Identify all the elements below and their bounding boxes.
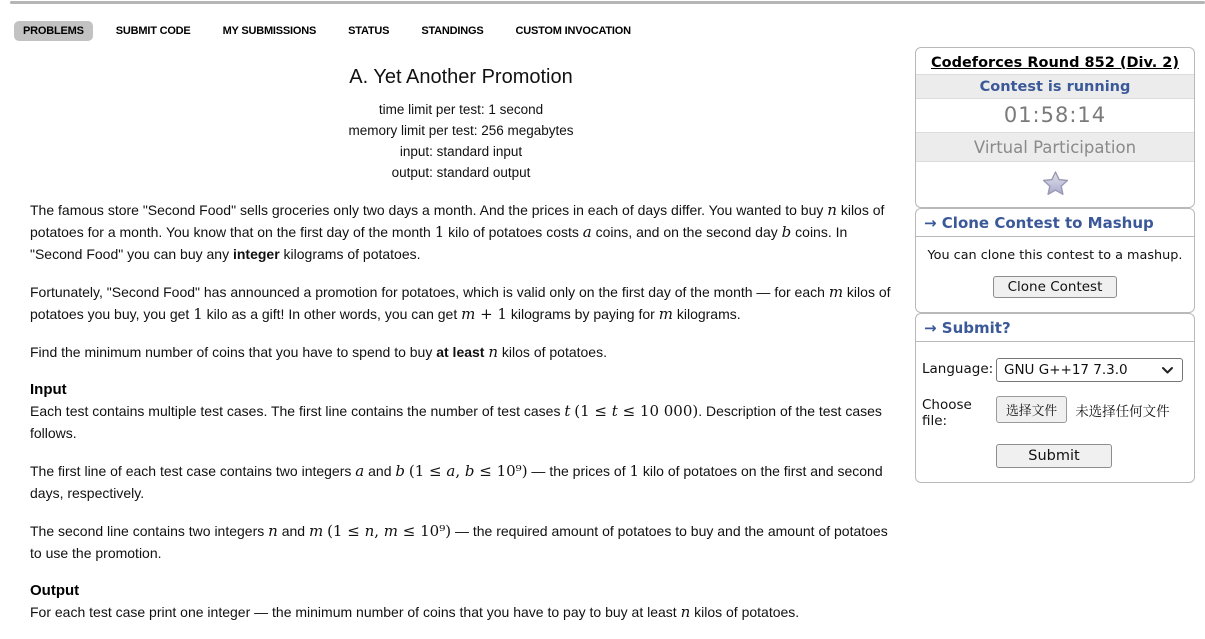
tab-problems[interactable]: PROBLEMS — [14, 21, 93, 41]
statement-paragraph: The famous store "Second Food" sells groceries only two days a month. And the prices in each of days differ. You wanted to buy n kilos of potatoes for a month. You know that on the first day of the month 1 kilo of potatoes costs a coins, and on the second day b coins. In "Second Food" you can buy any integer kilograms of potatoes. — [30, 201, 885, 262]
tab-submit-code[interactable]: SUBMIT CODE — [115, 25, 191, 37]
problem-statement — [30, 58, 892, 639]
submit-box — [915, 313, 1195, 483]
language-select[interactable] — [996, 358, 1183, 382]
chevron-down-icon — [1161, 366, 1174, 375]
problem-title: A. Yet Another Promotion — [349, 66, 573, 88]
file-chosen-status: 未选择任何文件 — [1075, 403, 1170, 420]
sidebar — [915, 47, 1195, 483]
clone-box-body — [916, 237, 1194, 312]
statement-paragraph: Find the minimum number of coins that you have to spend to buy at least n kilos of potatoes. — [30, 343, 607, 361]
output-section-title: Output — [30, 582, 80, 599]
statement-paragraph: Fortunately, "Second Food" has announced a promotion for potatoes, which is valid only on the first day of the month — for each m kilos of potatoes you buy, you get 1 kilo as a gift! In other words, you can get m + 1 kilograms by paying for m kilograms. — [30, 283, 891, 323]
tab-standings[interactable]: STANDINGS — [421, 25, 484, 37]
input-paragraph: Each test contains multiple test cases. The first line contains the number of test cases t (1 ≤ t ≤ 10 000). Description of the test cases follows. — [30, 402, 882, 441]
submit-row — [922, 444, 1186, 468]
submit-form — [916, 342, 1194, 482]
input-section-title: Input — [30, 381, 67, 398]
contest-timer: 01:58:14 — [916, 99, 1194, 133]
tab-custom-invocation[interactable]: CUSTOM INVOCATION — [515, 25, 631, 37]
clone-box-header: → Clone Contest to Mashup — [916, 209, 1194, 237]
language-selected-value: GNU G++17 7.3.0 — [1004, 362, 1128, 378]
input-paragraph: The second line contains two integers n and m (1 ≤ n, m ≤ 10⁹) — the required amount of potatoes to buy and the amount of potatoes to use the promotion. — [30, 522, 888, 561]
input-paragraph: The first line of each test case contains two integers a and b (1 ≤ a, b ≤ 10⁹) — the prices of 1 kilo of potatoes on the first and second days, respectively. — [30, 462, 883, 501]
file-input — [996, 394, 1170, 423]
language-row — [922, 358, 1186, 382]
output-spec: output: standard output — [391, 165, 531, 180]
participation-mode: Virtual Participation — [916, 133, 1194, 162]
choose-file-label: Choose file: — [922, 397, 972, 429]
contest-info-box — [915, 47, 1195, 208]
contest-title-row — [916, 48, 1194, 75]
choose-file-row — [922, 394, 1186, 429]
tab-my-submissions[interactable]: MY SUBMISSIONS — [222, 25, 317, 37]
clone-box-text: You can clone this contest to a mashup. — [927, 248, 1183, 263]
contest-status: Contest is running — [916, 75, 1194, 99]
clone-contest-button[interactable]: Clone Contest — [993, 276, 1118, 298]
input-spec: input: standard input — [399, 144, 523, 159]
submit-button[interactable]: Submit — [996, 444, 1111, 468]
clone-contest-box — [915, 208, 1195, 313]
language-label: Language: — [922, 361, 994, 377]
tab-status[interactable]: STATUS — [348, 25, 390, 37]
submit-box-header: → Submit? — [916, 314, 1194, 342]
output-paragraph: For each test case print one integer — the minimum number of coins that you have to pay to buy at least n kilos of potatoes. — [30, 603, 800, 621]
page-top-divider — [10, 1, 1205, 4]
contest-tab-bar — [14, 21, 640, 41]
memory-limit: memory limit per test: 256 megabytes — [348, 123, 574, 138]
star-icon[interactable] — [1042, 170, 1069, 196]
time-limit: time limit per test: 1 second — [378, 102, 544, 117]
favourite-row — [916, 162, 1194, 207]
contest-title-link[interactable]: Codeforces Round 852 (Div. 2) — [930, 55, 1180, 71]
browse-file-button[interactable]: 选择文件 — [996, 396, 1067, 423]
